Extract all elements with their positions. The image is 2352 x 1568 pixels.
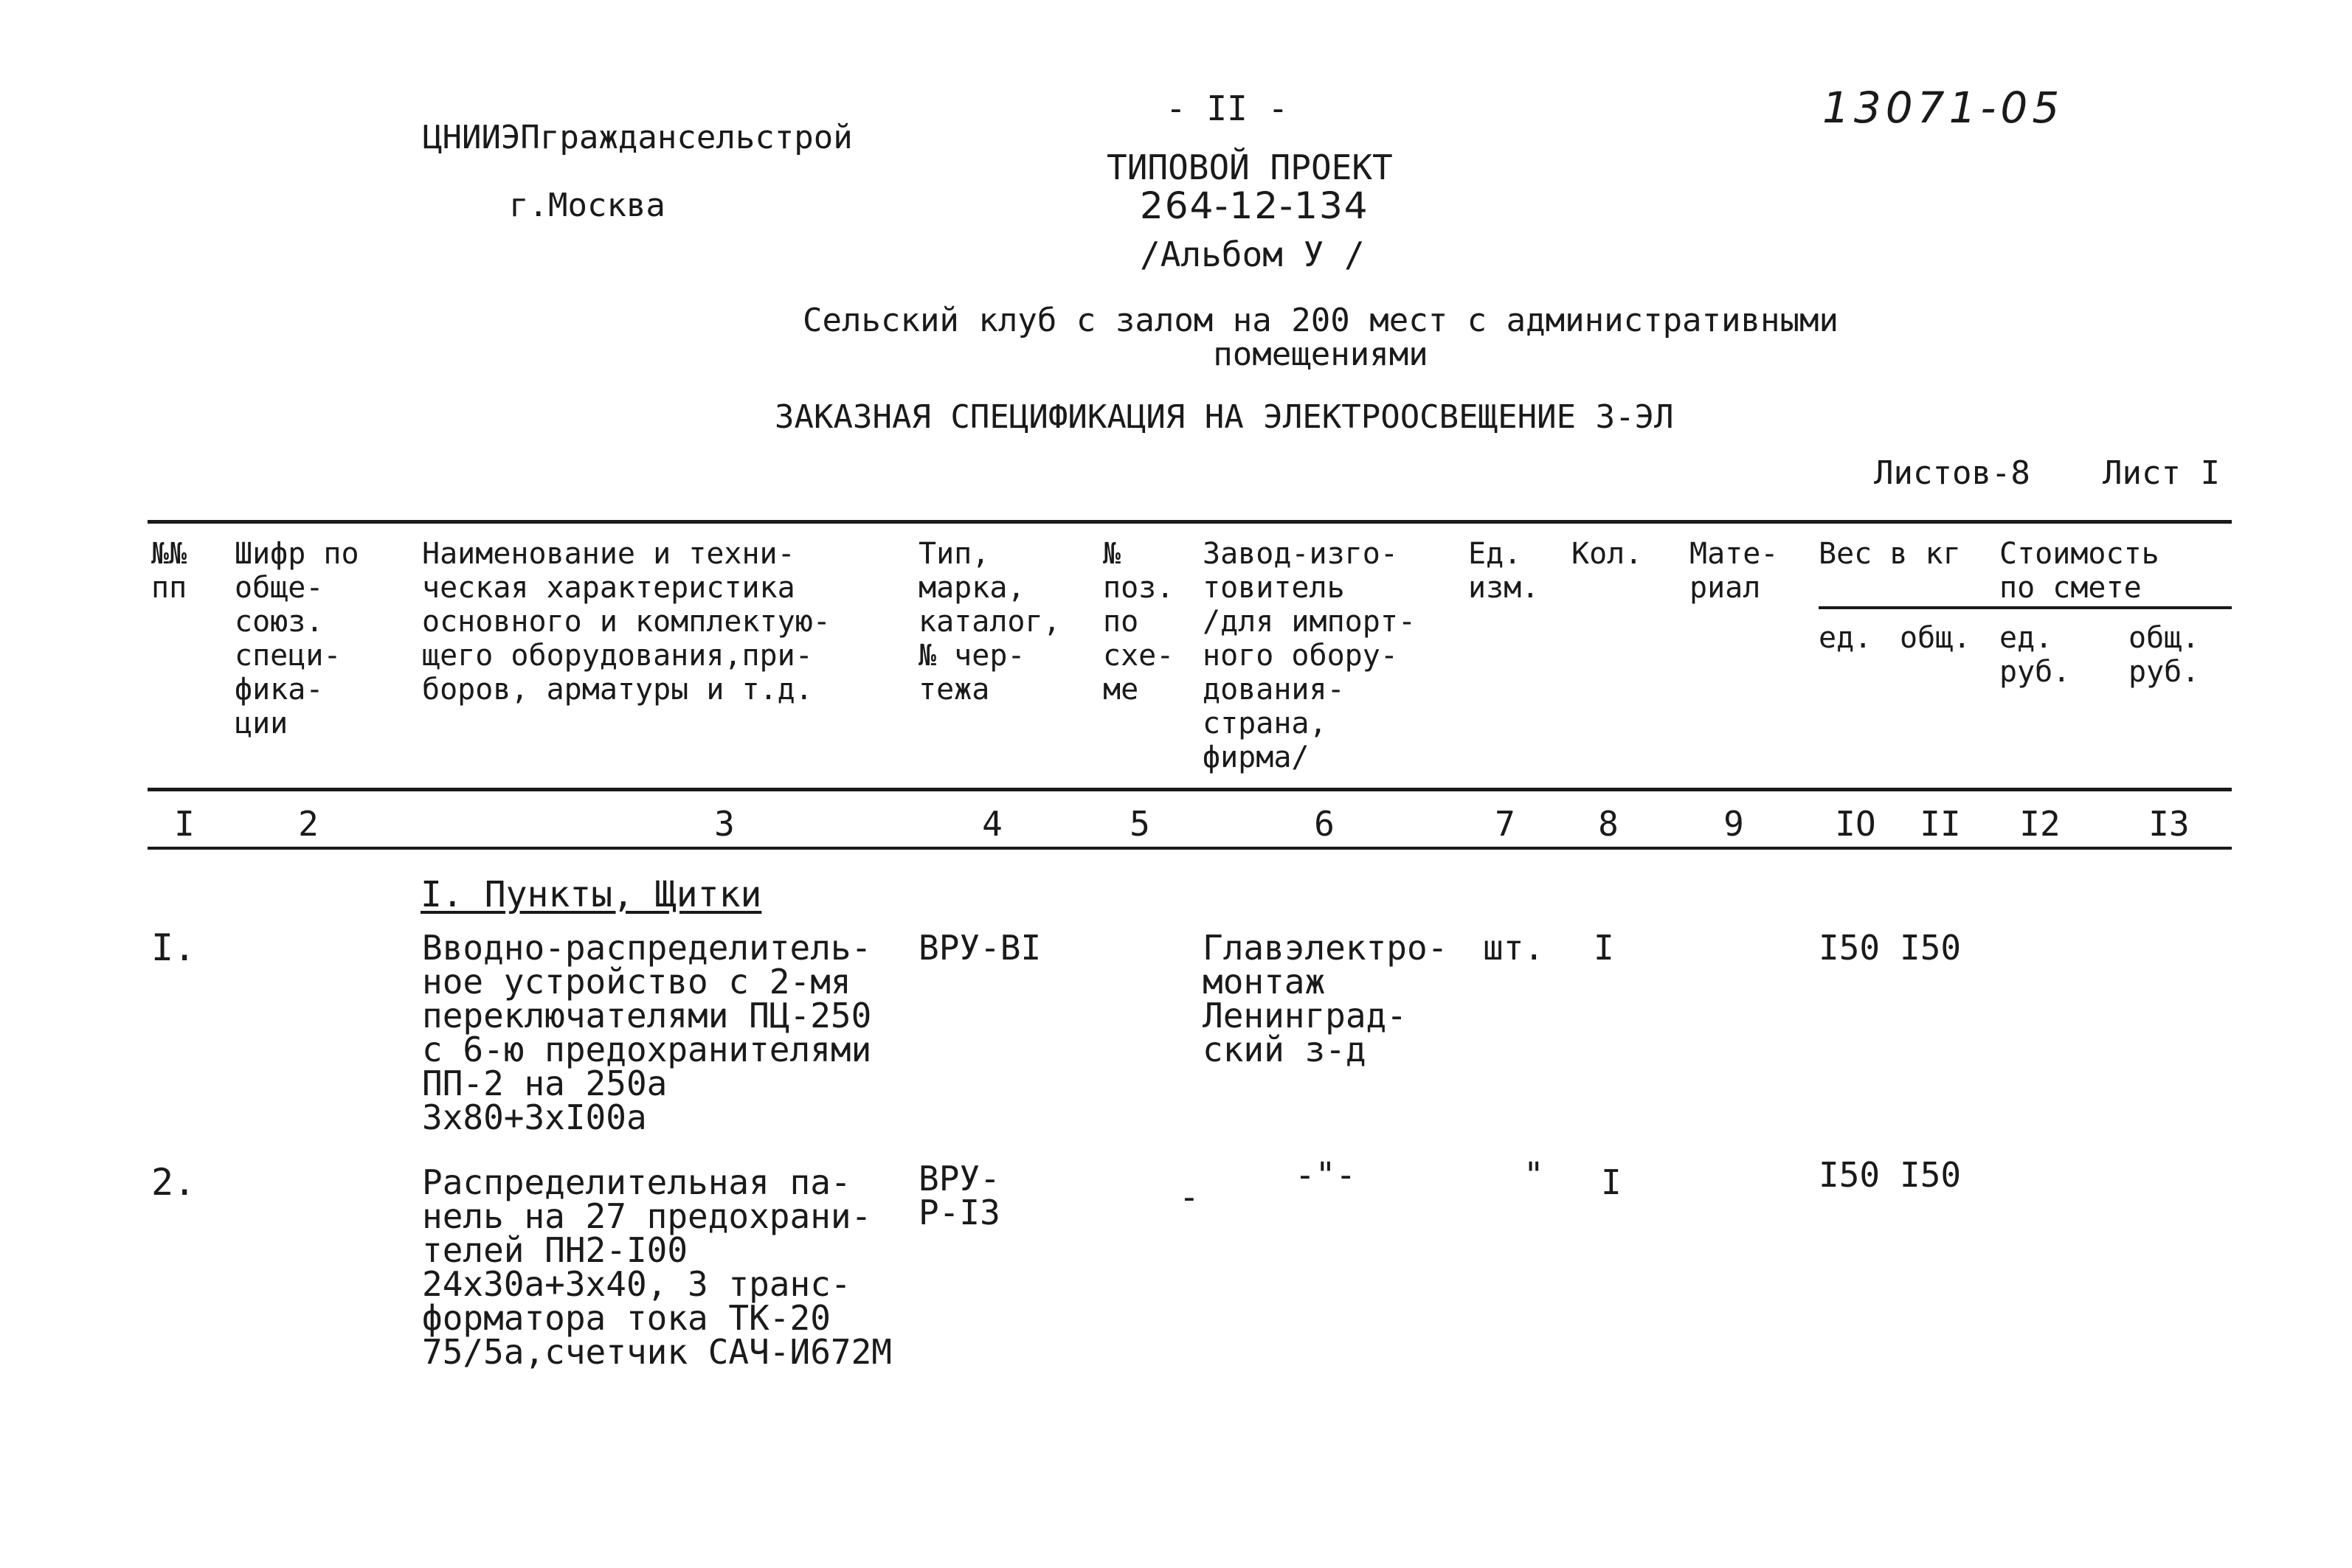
row2-position: - — [1179, 1177, 1200, 1217]
col-number: II — [1920, 804, 1961, 844]
organization-name — [384, 87, 853, 257]
row2-name: Распределительная па- нель на 27 предохрани- телей ПН2-I00 24х30а+3х40, 3 транс- форматора тока ТК-20 75/5а,счетчик САЧ-И672М — [422, 1162, 892, 1372]
row2-type: ВРУ- Р-I3 — [919, 1159, 1000, 1232]
col-header-quantity: Кол. — [1571, 537, 1643, 571]
col-number: 3 — [714, 804, 735, 844]
row1-unit: шт. — [1483, 928, 1545, 968]
sheets-count: Листов-8 — [1874, 454, 2030, 492]
row2-weight-total: I50 — [1900, 1155, 1962, 1195]
spec-title: ЗАКАЗНАЯ СПЕЦИФИКАЦИЯ НА ЭЛЕКТРООСВЕЩЕНИЕ 3-ЭЛ — [775, 398, 1674, 436]
col-number: 5 — [1130, 804, 1150, 844]
section-heading-text: I. Пункты, Щитки — [421, 874, 762, 915]
col-header-cost-unit: ед. руб. — [1999, 621, 2071, 689]
col-number: I — [174, 804, 195, 844]
col-header-material: Мате- риал — [1689, 537, 1779, 605]
row2-quantity: I — [1601, 1162, 1622, 1202]
col-header-manufacturer: Завод-изго- товитель /для импорт- ного обору- дования- страна, фирма/ — [1203, 537, 1416, 774]
weight-cost-subrule — [1819, 606, 2232, 609]
row1-quantity: I — [1594, 928, 1614, 968]
col-header-code: Шифр по обще- союз. специ- фика- ции — [235, 537, 359, 740]
col-header-weight: Вес в кг — [1819, 537, 1961, 571]
section-heading — [421, 874, 761, 915]
row2-unit: " — [1523, 1155, 1544, 1195]
header-bottom-rule — [148, 788, 2232, 791]
row2-weight-unit: I50 — [1819, 1155, 1881, 1195]
col-number: 4 — [982, 804, 1003, 844]
row1-manufacturer: Главэлектро- монтаж Ленинград- ский з-д — [1203, 928, 1448, 1069]
col-header-unit: Ед. изм. — [1468, 537, 1540, 605]
sheet-number: Лист I — [2103, 454, 2220, 492]
col-number: I2 — [2019, 804, 2061, 844]
col-number: 8 — [1598, 804, 1619, 844]
col-number: IO — [1835, 804, 1876, 844]
row2-manufacturer: -"- — [1295, 1155, 1357, 1195]
col-header-name: Наименование и техни- ческая характеристика основного и комплектую- щего оборудования,при- боров, арматуры и т.д. — [422, 537, 831, 707]
page-number: - II - — [1166, 89, 1289, 128]
row1-name: Вводно-распределитель- ное устройство с 2-мя переключателями ПЦ-250 с 6-ю предохранителями ПП-2 на 250а 3х80+3хI00а — [422, 928, 872, 1137]
col-number: 7 — [1495, 804, 1515, 844]
col-number: 2 — [298, 804, 319, 844]
col-header-cost-total: общ. руб. — [2128, 621, 2200, 689]
org-city: г.Москва — [509, 187, 665, 224]
project-number: 264-12-134 — [1140, 184, 1369, 227]
col-header-weight-unit: ед. — [1819, 621, 1872, 655]
col-header-position: № поз. по схе- ме — [1103, 537, 1175, 707]
row1-weight-unit: I50 — [1819, 928, 1881, 968]
project-title: Сельский клуб с залом на 200 мест с административными помещениями — [803, 302, 1839, 373]
col-header-weight-total: общ. — [1900, 621, 1971, 655]
row1-type: ВРУ-ВI — [919, 928, 1042, 968]
org-name: ЦНИИЭПграждансельстрой — [422, 119, 853, 156]
project-label: ТИПОВОЙ ПРОЕКТ — [1107, 148, 1393, 187]
document-number: 13071-05 — [1822, 83, 2064, 133]
row1-weight-total: I50 — [1900, 928, 1962, 968]
col-header-type: Тип, марка, каталог, № чер- тежа — [919, 537, 1061, 707]
row2-num: 2. — [151, 1161, 196, 1204]
col-number: 9 — [1723, 804, 1744, 844]
col-number: I3 — [2148, 804, 2190, 844]
row1-num: I. — [151, 926, 196, 969]
album-label: /Альбом У / — [1140, 235, 1365, 274]
numbering-bottom-rule — [148, 847, 2232, 850]
col-number: 6 — [1314, 804, 1335, 844]
col-header-cost: Стоимость по смете — [1999, 537, 2159, 605]
table-top-rule — [148, 520, 2232, 524]
col-header-num: №№ пп — [151, 537, 187, 605]
